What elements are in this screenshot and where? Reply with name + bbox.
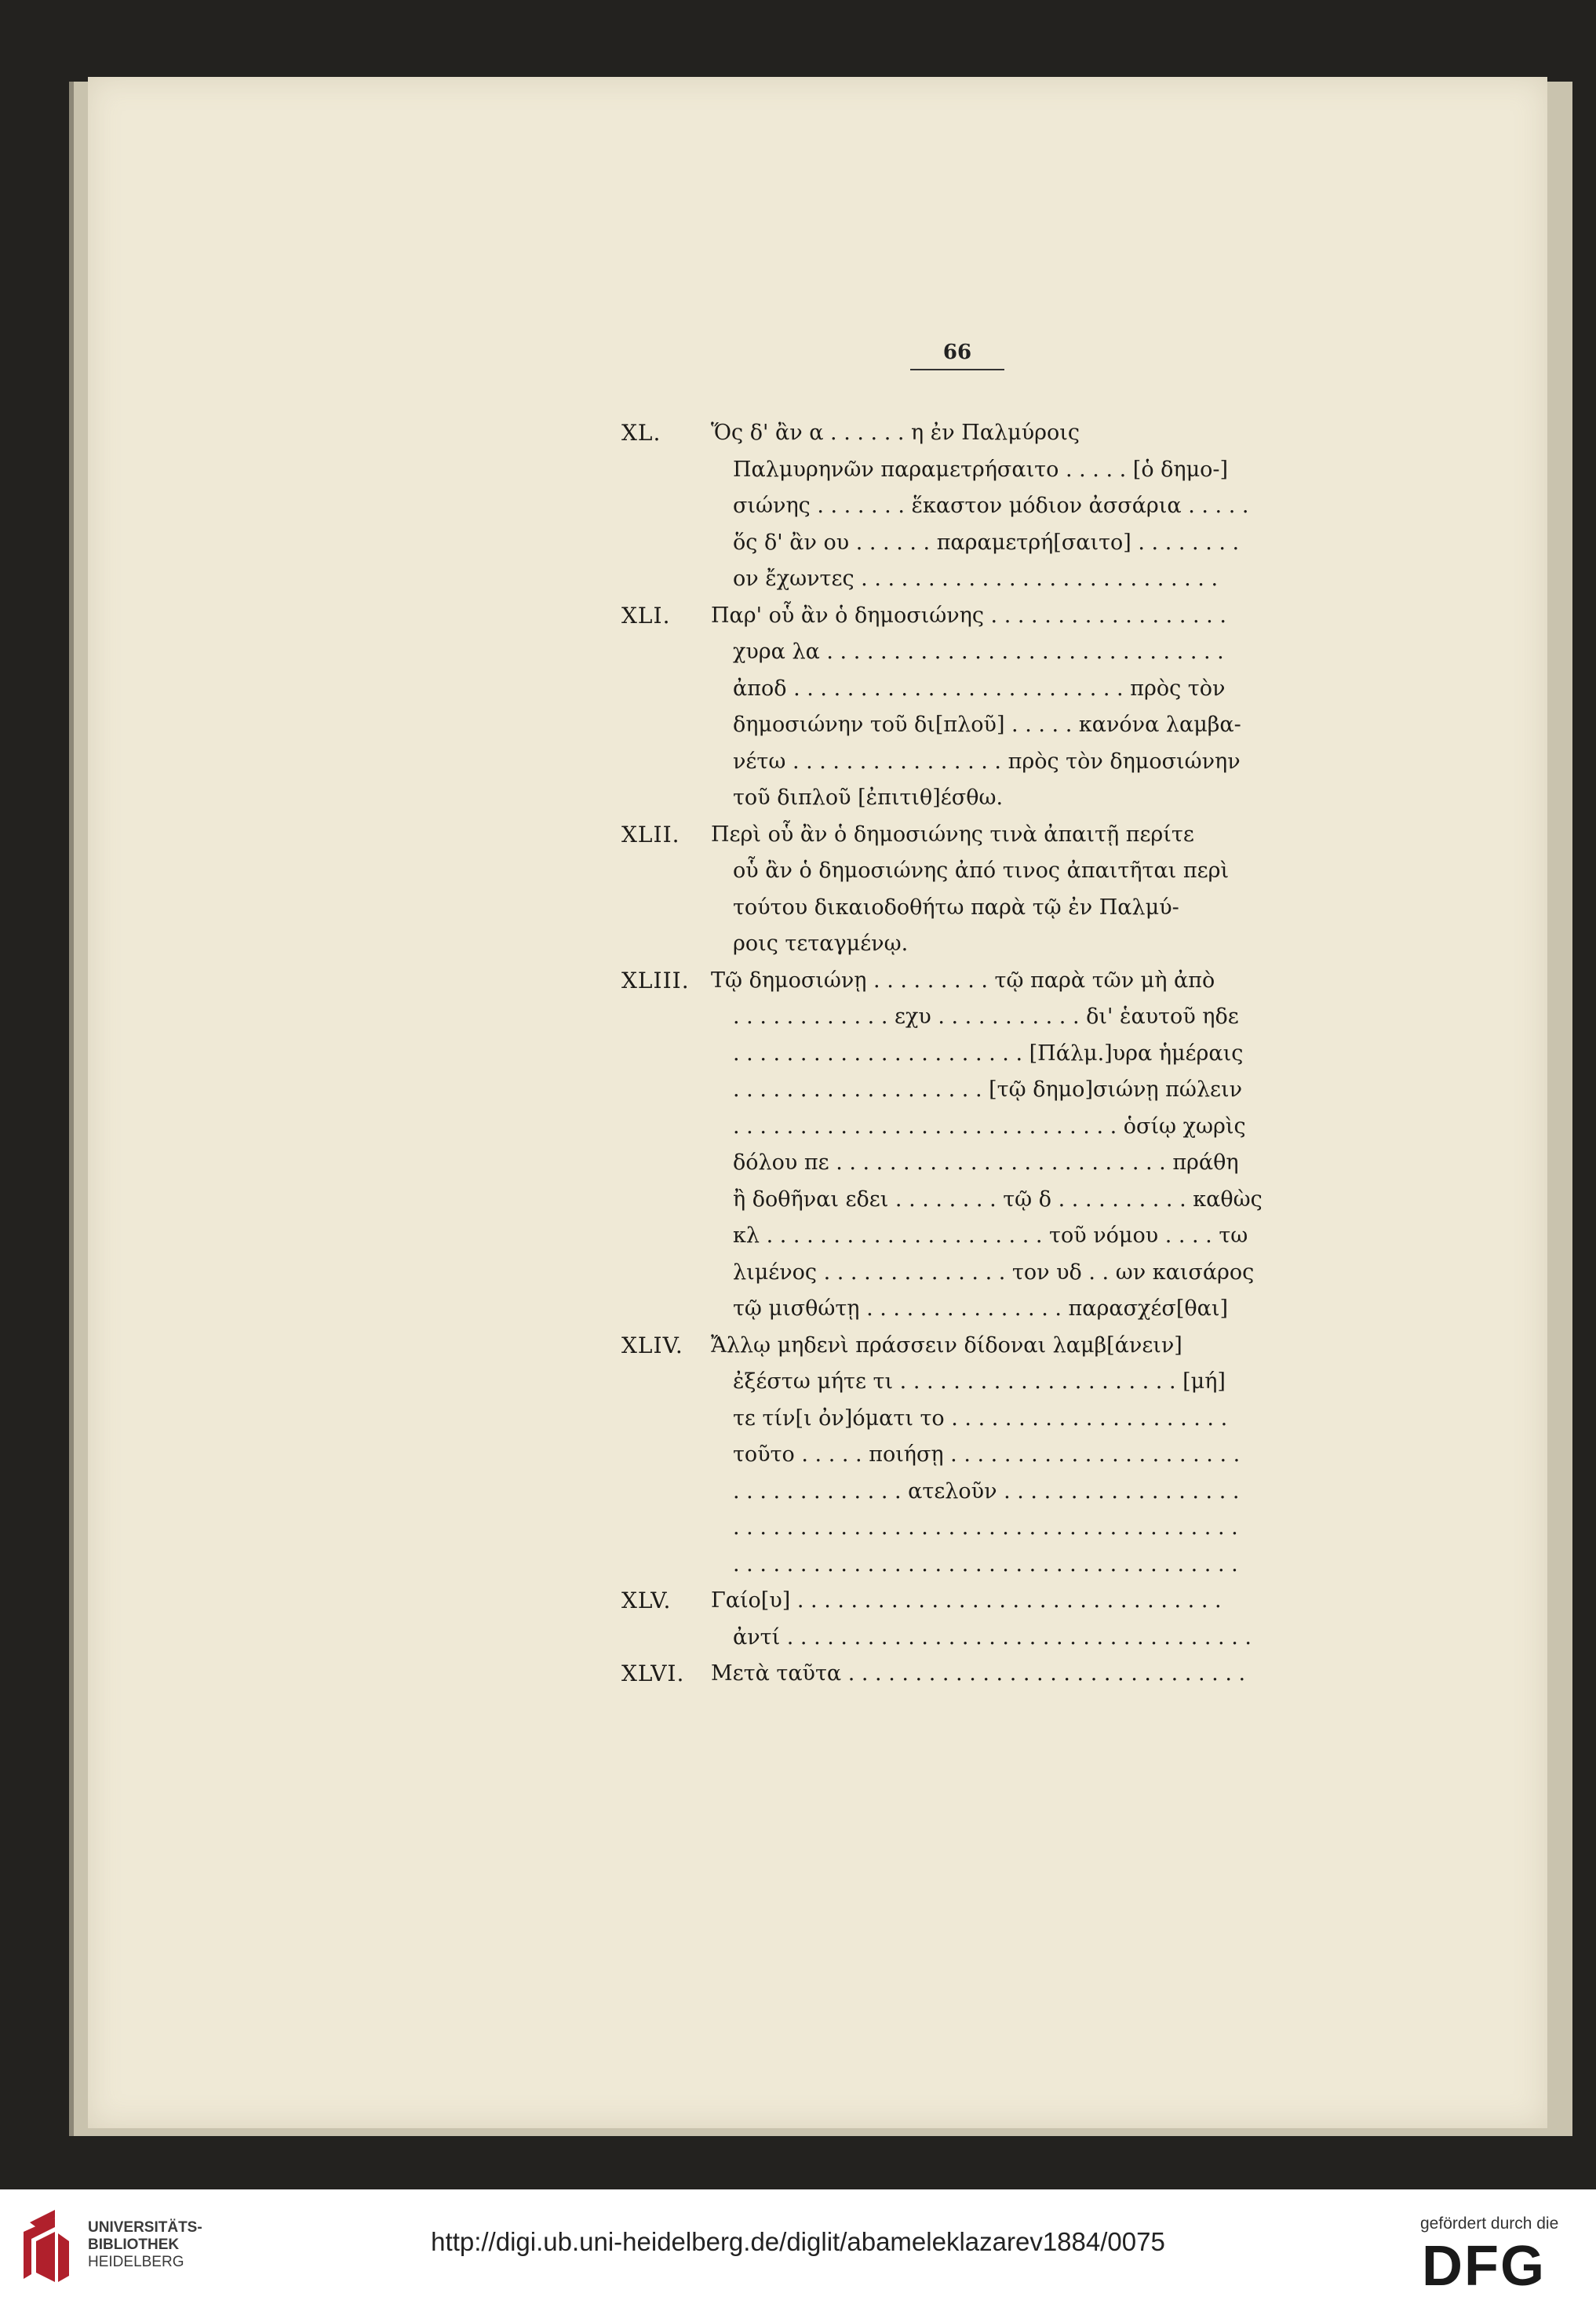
text-line: κλ . . . . . . . . . . . . . . . . . . . . . τοῦ νόμου . . . . τω: [733, 1223, 1248, 1248]
section-numeral: XLII.: [621, 821, 680, 848]
text-line: δημοσιώνην τοῦ δι[πλοῦ] . . . . . κανόνα λαμβα-: [733, 713, 1241, 737]
text-line: . . . . . . . . . . . . . . . . . . . . . . . . . . . . . ὁσίῳ χωρὶς: [733, 1114, 1246, 1139]
library-name-line-2: BIBLIOTHEK: [88, 2237, 180, 2253]
page-number: 66: [942, 341, 972, 364]
text-line: ἐξέστω μήτε τι . . . . . . . . . . . . . . . . . . . . . [μή]: [733, 1369, 1226, 1394]
section-numeral: XLVI.: [621, 1661, 685, 1686]
section-numeral: XLI.: [621, 602, 671, 629]
text-line: τε τίν[ι ὀν]όματι το . . . . . . . . . . . . . . . . . . . . .: [733, 1405, 1228, 1431]
text-line: Ἄλλῳ μηδενὶ πράσσειν δίδοναι λαμβ[άνειν]: [711, 1332, 1182, 1358]
text-line: . . . . . . . . . . . . . . . . . . . . . . . . . . . . . . . . . . . . . .: [733, 1551, 1238, 1577]
text-line: ἢ δοθῆναι εδει . . . . . . . . τῷ δ . . . . . . . . . . καθὼς: [733, 1187, 1263, 1212]
text-line: ὅς δ' ἂν ου . . . . . . παραμετρή[σαιτο] . . . . . . . .: [733, 530, 1240, 555]
text-line: Γαίο[υ] . . . . . . . . . . . . . . . . . . . . . . . . . . . . . . . .: [711, 1588, 1222, 1613]
text-line: λιμένος . . . . . . . . . . . . . . τον υδ . . ων καισάρος: [733, 1260, 1255, 1285]
library-name-line-1: UNIVERSITÄTS-: [88, 2219, 202, 2236]
text-line: . . . . . . . . . . . . . . . . . . . . . . [Πάλμ.]υρα ἡμέραις: [733, 1041, 1244, 1066]
text-line: Περὶ οὗ ἂν ὁ δημοσιώνης τινὰ ἀπαιτῇ περίτε: [711, 822, 1194, 847]
text-line: . . . . . . . . . . . . εχυ . . . . . . . . . . . δι' ἑαυτοῦ ηδε: [733, 1004, 1239, 1029]
text-line: Παρ' οὗ ἂν ὁ δημοσιώνης . . . . . . . . . . . . . . . . . .: [711, 603, 1226, 628]
funding-label: gefördert durch die: [1420, 2215, 1559, 2233]
text-line: ἀντί . . . . . . . . . . . . . . . . . . . . . . . . . . . . . . . . . . .: [733, 1624, 1252, 1650]
section-numeral: XL.: [621, 420, 661, 446]
text-line: ον ἔχωντες . . . . . . . . . . . . . . . . . . . . . . . . . . .: [733, 567, 1219, 591]
library-name-line-3: HEIDELBERG: [88, 2254, 184, 2270]
text-line: τοῦ διπλοῦ [ἐπιτιθ]έσθω.: [733, 786, 1004, 810]
text-line: ἀποδ . . . . . . . . . . . . . . . . . . . . . . . . . πρὸς τὸν: [733, 676, 1226, 701]
source-url-link[interactable]: http://digi.ub.uni-heidelberg.de/diglit/abameleklazarev1884/0075: [431, 2227, 1165, 2256]
text-line: τοῦτο . . . . . ποιήσῃ . . . . . . . . . . . . . . . . . . . . . .: [733, 1442, 1241, 1467]
text-line: νέτω . . . . . . . . . . . . . . . . πρὸς τὸν δημοσιώνην: [733, 749, 1241, 774]
text-line: . . . . . . . . . . . . . . . . . . . . . . . . . . . . . . . . . . . . . .: [733, 1515, 1238, 1540]
text-line: Μετὰ ταῦτα . . . . . . . . . . . . . . . . . . . . . . . . . . . . . .: [711, 1661, 1246, 1686]
page-number-rule: [910, 369, 1004, 370]
text-line: τῷ μισθώτῃ . . . . . . . . . . . . . . . παρασχέσ[θαι]: [733, 1296, 1228, 1321]
text-line: σιώνης . . . . . . . ἕκαστον μόδιον ἀσσάρια . . . . .: [733, 494, 1249, 518]
svg-text:DFG: DFG: [1422, 2235, 1546, 2298]
text-line: δόλου πε . . . . . . . . . . . . . . . . . . . . . . . . . πράθη: [733, 1150, 1239, 1175]
text-line: . . . . . . . . . . . . . . . . . . . [τῷ δημο]σιώνῃ πώλειν: [733, 1077, 1243, 1102]
text-line: Τῷ δημοσιώνῃ . . . . . . . . . τῷ παρὰ τῶν μὴ ἀπὸ: [711, 968, 1215, 993]
text-line: Παλμυρηνῶν παραμετρήσαιτο . . . . . [ὁ δημο-]: [733, 457, 1229, 482]
text-line: Ὅς δ' ἂν α . . . . . . η ἐν Παλμύροις: [711, 421, 1080, 445]
section-numeral: XLV.: [621, 1588, 672, 1613]
dfg-logo-icon: [1422, 2235, 1576, 2298]
text-line: χυρα λα . . . . . . . . . . . . . . . . . . . . . . . . . . . . . .: [733, 640, 1224, 664]
text-line: τούτου δικαιοδοθήτω παρὰ τῷ ἐν Παλμύ-: [733, 895, 1179, 920]
text-line: οὗ ἂν ὁ δημοσιώνης ἀπό τινος ἀπαιτῆται περὶ: [733, 859, 1230, 883]
section-numeral: XLIII.: [621, 967, 690, 993]
section-numeral: XLIV.: [621, 1332, 683, 1358]
text-line: . . . . . . . . . . . . . ατελοῦν . . . . . . . . . . . . . . . . . .: [733, 1478, 1240, 1504]
text-line: ροις τεταγμένῳ.: [733, 931, 909, 956]
